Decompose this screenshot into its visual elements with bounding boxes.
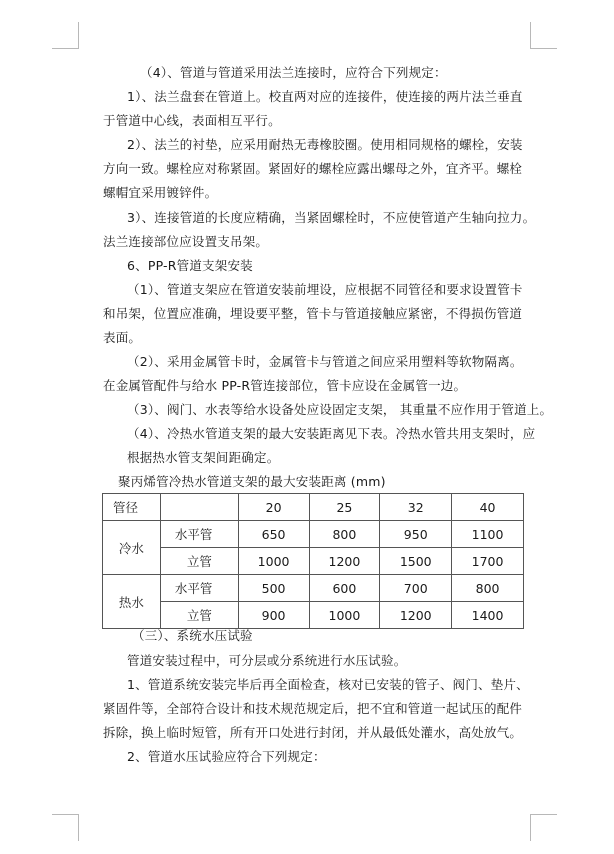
clause-4-heading: （4）、管道与管道采用法兰连接时，应符合下列规定： xyxy=(140,65,447,80)
corner-mark-top-left xyxy=(52,22,79,49)
section-6-item-1-line-1: （1）、管道支架应在管道安装前埋设，应根据不同管径和要求设置管卡 xyxy=(127,282,523,297)
table-cell: 600 xyxy=(309,575,380,602)
clause-4-item-1-line-1: 1）、法兰盘套在管道上。校直两对应的连接件，使连接的两片法兰垂直 xyxy=(127,89,523,104)
section-6-item-1-line-3: 表面。 xyxy=(103,330,142,345)
table-cell: 700 xyxy=(380,575,452,602)
table-cell: 900 xyxy=(238,602,309,629)
clause-4-item-2-line-2: 方向一致。螺栓应对称紧固。紧固好的螺栓应露出螺母之外，宜齐平。螺栓 xyxy=(103,161,523,176)
table-header-cell: 20 xyxy=(238,494,309,521)
section-3-item-1-line-2: 紧固件等，全部符合设计和技术规范规定后，把不宜和管道一起试压的配件 xyxy=(103,701,523,716)
table-row xyxy=(103,575,524,602)
pipe-type-cell: 水平管 xyxy=(160,521,238,548)
section-3-item-1-line-3: 拆除，换上临时短管，所有开口处进行封闭，并从最低处灌水，高处放气。 xyxy=(103,725,523,740)
table-cell: 800 xyxy=(452,575,524,602)
table-caption: 聚丙烯管冷热水管道支架的最大安装距离 (mm) xyxy=(118,474,386,489)
table-row xyxy=(103,548,524,575)
section-6-item-1-line-2: 和吊架，位置应准确，埋设要平整，管卡与管道接触应紧密，不得损伤管道 xyxy=(103,306,523,321)
table-cell: 500 xyxy=(238,575,309,602)
table-cell: 1500 xyxy=(380,548,452,575)
pipe-type-cell: 立管 xyxy=(160,548,238,575)
table-cell: 1200 xyxy=(309,548,380,575)
table-cell: 1000 xyxy=(238,548,309,575)
clause-4-item-3-line-2: 法兰连接部位应设置支吊架。 xyxy=(103,234,269,249)
section-3-heading: （三）、系统水压试验 xyxy=(132,628,253,643)
table-header-cell: 管径 xyxy=(103,494,161,521)
clause-4-item-1-line-2: 于管道中心线，表面相互平行。 xyxy=(103,113,281,128)
pipe-type-cell: 立管 xyxy=(160,602,238,629)
table-cell: 650 xyxy=(238,521,309,548)
table-header-cell: 25 xyxy=(309,494,380,521)
clause-4-item-2-line-3: 螺帽宜采用镀锌件。 xyxy=(103,185,218,200)
section-6-item-2-line-2: 在金属管配件与给水 PP-R管连接部位，管卡应设在金属管一边。 xyxy=(103,378,467,393)
section-3-item-2: 2、管道水压试验应符合下列规定： xyxy=(127,749,326,764)
table-cell: 950 xyxy=(380,521,452,548)
section-3-intro: 管道安装过程中，可分层或分系统进行水压试验。 xyxy=(127,653,407,668)
corner-mark-top-right xyxy=(530,22,557,49)
corner-mark-bottom-right xyxy=(530,814,557,841)
table-cell: 800 xyxy=(309,521,380,548)
table-cell: 1000 xyxy=(309,602,380,629)
clause-4-item-3-line-1: 3）、连接管道的长度应精确，当紧固螺栓时，不应使管道产生轴向拉力。 xyxy=(127,210,536,225)
hot-water-label: 热水 xyxy=(103,575,161,629)
table-header-cell: 40 xyxy=(452,494,524,521)
table-header-cell: 32 xyxy=(380,494,452,521)
table-cell: 1700 xyxy=(452,548,524,575)
support-spacing-table xyxy=(102,493,524,629)
table-cell: 1100 xyxy=(452,521,524,548)
corner-mark-bottom-left xyxy=(52,814,79,841)
pipe-type-cell: 水平管 xyxy=(160,575,238,602)
table-header-cell xyxy=(160,494,238,521)
table-row xyxy=(103,602,524,629)
section-6-item-4-line-2: 根据热水管支架间距确定。 xyxy=(127,450,280,465)
cold-water-label: 冷水 xyxy=(103,521,161,575)
section-3-item-1-line-1: 1、管道系统安装完毕后再全面检查，核对已安装的管子、阀门、垫片、 xyxy=(127,677,529,692)
section-6-heading: 6、PP-R管道支架安装 xyxy=(127,258,253,273)
table-header-row xyxy=(103,494,524,521)
table-row xyxy=(103,521,524,548)
section-6-item-2-line-1: （2）、采用金属管卡时，金属管卡与管道之间应采用塑料等软物隔离。 xyxy=(127,354,523,369)
section-6-item-3: （3）、阀门、水表等给水设备处应设固定支架， 其重量不应作用于管道上。 xyxy=(127,402,553,417)
clause-4-item-2-line-1: 2）、法兰的衬垫，应采用耐热无毒橡胶圈。使用相同规格的螺栓，安装 xyxy=(127,137,523,152)
section-6-item-4-line-1: （4）、冷热水管道支架的最大安装距离见下表。冷热水管共用支架时，应 xyxy=(127,426,536,441)
table-cell: 1400 xyxy=(452,602,524,629)
table-cell: 1200 xyxy=(380,602,452,629)
